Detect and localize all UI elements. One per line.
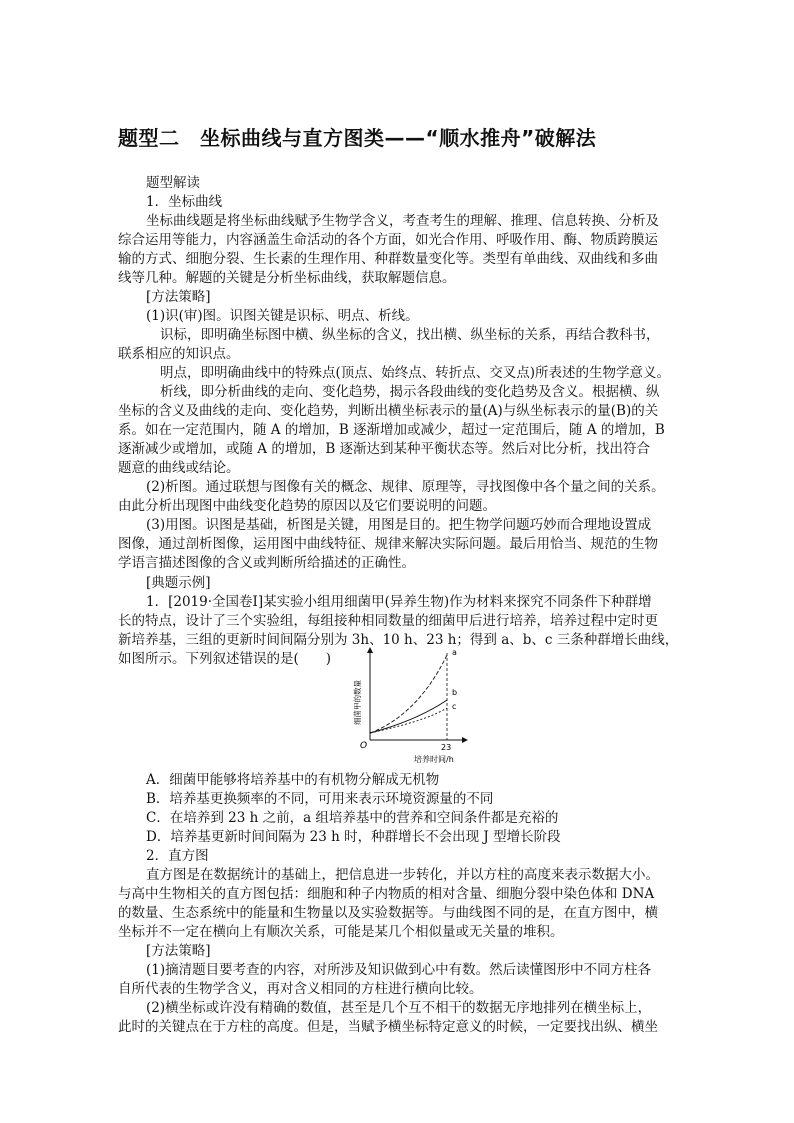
question-line: 1．[2019·全国卷Ⅰ]某实验小组用细菌甲(异养生物)作为材料来探究不同条件下种群增 bbox=[146, 594, 652, 610]
paragraph-line: 直方图是在数据统计的基础上，把信息进一步转化，并以方柱的高度来表示数据大小。 bbox=[146, 867, 659, 883]
paragraph-line: 坐标曲线题是将坐标曲线赋予生物学含义，考查考生的理解、推理、信息转换、分析及 bbox=[146, 213, 659, 229]
paragraph-line: 坐标的含义及曲线的走向、变化趋势，判断出横坐标表示的量(A)与纵坐标表示的量(B)的关 bbox=[118, 403, 659, 419]
option-b: B．培养基更换频率的不同，可用来表示环境资源量的不同 bbox=[146, 791, 494, 807]
option-a: A．细菌甲能够将培养基中的有机物分解成无机物 bbox=[146, 772, 440, 788]
paragraph-line: 题意的曲线或结论。 bbox=[118, 460, 240, 476]
x-tick-label: 23 bbox=[441, 743, 452, 752]
section-label: [方法策略] bbox=[146, 289, 211, 305]
curve-label-b: b bbox=[452, 688, 458, 697]
paragraph-line: 坐标并不一定在横向上有顺次关系，可能是某几个相似量或无关量的堆积。 bbox=[118, 924, 564, 940]
question-line: 新培养基，三组的更新时间间隔分别为 3h、10 h、23 h；得到 a、b、c 三条种群增长曲线， bbox=[118, 632, 679, 648]
section-label: [方法策略] bbox=[146, 943, 211, 959]
paragraph-line: (2)析图。通过联想与图像有关的概念、规律、原理等，寻找图像中各个量之间的关系。 bbox=[146, 479, 665, 495]
paragraph-line: (3)用图。识图是基础，析图是关键，用图是目的。把生物学问题巧妙而合理地设置成 bbox=[146, 517, 652, 533]
paragraph-line: 系。如在一定范围内，随 A 的增加，B 逐渐增加或减少，超过一定范围后，随 A 的增加，B bbox=[118, 422, 665, 438]
paragraph-line: (1)摘清题目要考查的内容，对所涉及知识做到心中有数。然后读懂图形中不同方柱各 bbox=[146, 962, 652, 978]
page-title: 题型二 坐标曲线与直方图类——“顺水推舟”破解法 bbox=[118, 126, 597, 150]
paragraph-line: 自所代表的生物学含义，再对含义相同的方柱进行横向比较。 bbox=[118, 981, 483, 997]
y-axis-label: 细菌甲的数量 bbox=[353, 680, 362, 725]
paragraph-line: 的数量、生态系统中的能量和生物量以及实验数据等。与曲线图不同的是，在直方图中，横 bbox=[118, 905, 658, 921]
option-d: D．培养基更新时间间隔为 23 h 时，种群增长不会出现 J 型增长阶段 bbox=[146, 829, 561, 845]
paragraph-line: 综合运用等能力，内容涵盖生命活动的各个方面，如光合作用、呼吸作用、酶、物质跨膜运 bbox=[118, 232, 658, 248]
curve-label-a: a bbox=[452, 648, 457, 657]
paragraph-line: 此时的关键点在于方柱的高度。但是，当赋予横坐标特定意义的时候，一定要找出纵、横坐 bbox=[118, 1019, 658, 1035]
paragraph-line: 联系相应的知识点。 bbox=[118, 346, 240, 362]
subsection-heading: 2．直方图 bbox=[146, 848, 209, 864]
growth-curve-figure bbox=[330, 645, 470, 767]
question-line: 如图所示。下列叙述错误的是( ) bbox=[118, 651, 332, 667]
paragraph-line: (1)识(审)图。识图关键是识标、明点、析线。 bbox=[146, 308, 419, 324]
paragraph-line: 线等几种。解题的关键是分析坐标曲线，获取解题信息。 bbox=[118, 270, 456, 286]
paragraph-line: 明点，即明确曲线中的特殊点(顶点、始终点、转折点、交叉点)所表述的生物学意义。 bbox=[160, 365, 671, 381]
paragraph-line: 由此分析出现图中曲线变化趋势的原因以及它们要说明的问题。 bbox=[118, 498, 496, 514]
curve-label-c: c bbox=[452, 702, 457, 711]
paragraph-line: 学语言描述图像的含义或判断所给描述的正确性。 bbox=[118, 555, 415, 571]
paragraph-line: 逐渐减少或增加，或随 A 的增加，B 逐渐达到某种平衡状态等。然后对比分析，找出符合 bbox=[118, 441, 651, 457]
paragraph-line: (2)横坐标或许没有精确的数值，甚至是几个互不相干的数据无序地排列在横坐标上， bbox=[146, 1000, 652, 1016]
paragraph-line: 识标，即明确坐标图中横、纵坐标的含义，找出横、纵坐标的关系，再结合教科书， bbox=[160, 327, 660, 343]
x-axis-label: 培养时间/h bbox=[414, 755, 454, 764]
question-line: 长的特点，设计了三个实验组，每组接种相同数量的细菌甲后进行培养，培养过程中定时更 bbox=[118, 613, 658, 629]
subsection-heading: 1．坐标曲线 bbox=[146, 194, 223, 210]
growth-curve-svg bbox=[330, 645, 470, 767]
paragraph-line: 与高中生物相关的直方图包括：细胞和种子内物质的相对含量、细胞分裂中染色体和 DNA bbox=[118, 886, 655, 902]
section-label: [典题示例] bbox=[146, 575, 211, 591]
origin-label: O bbox=[360, 741, 368, 751]
paragraph-line: 图像，通过剖析图像，运用图中曲线特征、规律来解决实际问题。最后用恰当、规范的生物 bbox=[118, 536, 658, 552]
section-heading: 题型解读 bbox=[146, 175, 200, 191]
paragraph-line: 输的方式、细胞分裂、生长素的生理作用、种群数量变化等。类型有单曲线、双曲线和多曲 bbox=[118, 251, 658, 267]
option-c: C．在培养到 23 h 之前，a 组培养基中的营养和空间条件都是充裕的 bbox=[146, 810, 559, 826]
curve-a bbox=[370, 655, 447, 733]
paragraph-line: 析线，即分析曲线的走向、变化趋势，揭示各段曲线的变化趋势及含义。根据横、纵 bbox=[160, 384, 660, 400]
